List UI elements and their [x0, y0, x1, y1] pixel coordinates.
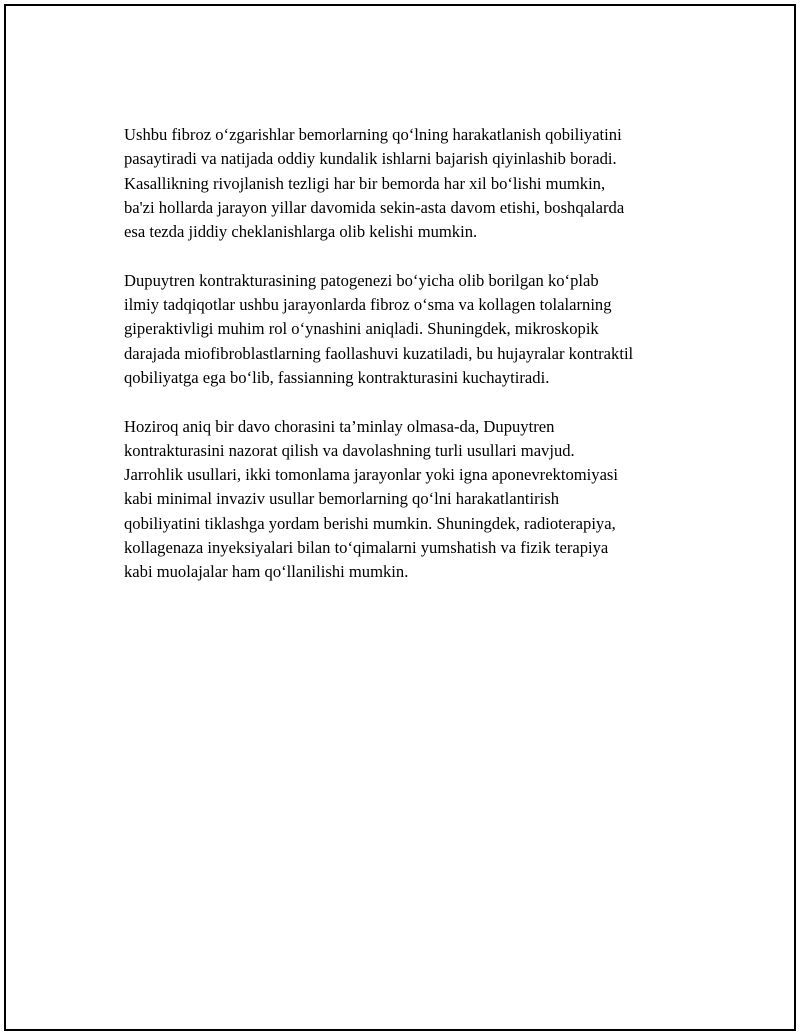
text-line: darajada miofibroblastlarning faollashuvi kuzatiladi, bu hujayralar kontraktil — [124, 343, 634, 363]
document-body — [124, 123, 714, 609]
text-line: kontrakturasini nazorat qilish va davolashning turli usullari mavjud. — [124, 440, 575, 460]
text-line: esa tezda jiddiy cheklanishlarga olib kelishi mumkin. — [124, 222, 478, 242]
paragraph-2 — [124, 269, 714, 390]
text-line: Ushbu fibroz o‘zgarishlar bemorlarning qo‘lning harakatlanish qobiliyatini — [124, 125, 622, 144]
text-line: kabi minimal invaziv usullar bemorlarning qo‘lni harakatlantirish — [124, 489, 560, 509]
text-line: giperaktivligi muhim rol o‘ynashini aniqladi. Shuningdek, mikroskopik — [124, 319, 599, 339]
paragraph-3 — [124, 415, 714, 585]
paragraph-1 — [124, 123, 714, 244]
text-line: Dupuytren kontrakturasining patogenezi bo‘yicha olib borilgan ko‘plab — [124, 270, 599, 290]
text-line: qobiliyatga ega bo‘lib, fassianning kontrakturasini kuchaytiradi. — [124, 367, 550, 387]
text-line: Kasallikning rivojlanish tezligi har bir bemorda har xil bo‘lishi mumkin, — [124, 173, 606, 193]
text-line: kollagenaza inyeksiyalari bilan to‘qimalarni yumshatish va fizik terapiya — [124, 538, 609, 558]
text-line: ilmiy tadqiqotlar ushbu jarayonlarda fibroz o‘sma va kollagen tolalarning — [124, 295, 612, 315]
text-line: ba'zi hollarda jarayon yillar davomida sekin-asta davom etishi, boshqalarda — [124, 197, 625, 217]
text-line: qobiliyatini tiklashga yordam berishi mumkin. Shuningdek, radioterapiya, — [124, 513, 616, 533]
page-frame — [4, 4, 796, 1031]
text-line: Jarrohlik usullari, ikki tomonlama jarayonlar yoki igna aponevrektomiyasi — [124, 465, 619, 485]
text-line: pasaytiradi va natijada oddiy kundalik ishlarni bajarish qiyinlashib boradi. — [124, 149, 617, 169]
text-line: kabi muolajalar ham qo‘llanilishi mumkin. — [124, 562, 409, 582]
text-line: Hoziroq aniq bir davo chorasini ta’minlay olmasa-da, Dupuytren — [124, 416, 555, 436]
